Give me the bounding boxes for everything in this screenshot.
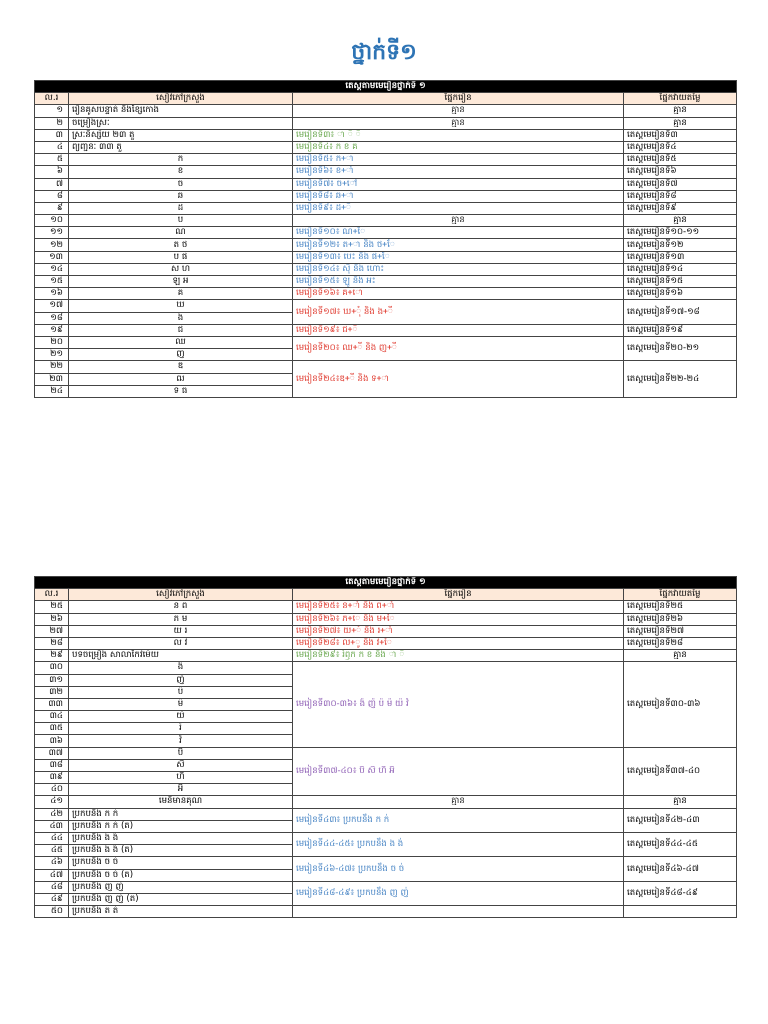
lesson-cell: មេរៀនទី១២៖ ត+ា និង ថ+ែ — [293, 239, 624, 251]
lesson-cell: មេរៀនទី១៦៖ គ+ោ — [293, 288, 624, 300]
row-number: ៦ — [35, 166, 69, 178]
book-cell: ឡ អ — [69, 276, 293, 288]
book-cell: ប្រកបនឹង ង ង់ (ត) — [69, 845, 293, 857]
table-row — [35, 129, 737, 141]
book-cell: ហ៊ — [69, 772, 293, 784]
lesson-cell: មេរៀនទី៩៖ ដ+ី — [293, 202, 624, 214]
table-row — [35, 613, 737, 625]
evaluation-cell: តេស្តមេរៀនទី៧ — [624, 178, 737, 190]
book-cell: ង៉ — [69, 662, 293, 674]
row-number: ៣៤ — [35, 711, 69, 723]
book-cell: រ៉ — [69, 723, 293, 735]
book-cell: ក — [69, 154, 293, 166]
row-number: ២៤ — [35, 385, 69, 397]
row-number: ១៤ — [35, 263, 69, 275]
table-row — [35, 300, 737, 312]
lesson-cell: មេរៀនទី២០៖ ឈ+ី និង ញ+ី — [293, 336, 624, 360]
lesson-cell: មេរៀនទី១៤៖ ស៊ី និង ហោះ — [293, 263, 624, 275]
lesson-cell: មេរៀនទី៤៖ ក ខ គ — [293, 141, 624, 153]
book-cell: ខ — [69, 166, 293, 178]
table-row — [35, 662, 737, 674]
row-number: ១៩ — [35, 324, 69, 336]
book-cell: ប្រកបនឹង ង ង់ — [69, 832, 293, 844]
evaluation-cell: គ្មាន — [624, 650, 737, 662]
book-cell: ទ ធ — [69, 385, 293, 397]
table-heading: តេស្តតាមមេរៀនថ្នាក់ទី ១ — [35, 577, 737, 589]
row-number: ៩ — [35, 202, 69, 214]
row-number: ៧ — [35, 178, 69, 190]
book-cell: ញ — [69, 349, 293, 361]
col-header-no: ល.រ — [35, 93, 69, 105]
lesson-cell: គ្មាន — [293, 215, 624, 227]
book-cell: ឃ — [69, 300, 293, 312]
evaluation-cell: តេស្តមេរៀនទី៤៤-៤៥ — [624, 832, 737, 856]
lesson-table-1 — [34, 80, 737, 398]
evaluation-cell: តេស្តមេរៀនទី៣០-៣៦ — [624, 662, 737, 747]
lesson-cell: មេរៀនទី២៨៖ ល+ូ និង វ+ៃ — [293, 637, 624, 649]
row-number: ២ — [35, 117, 69, 129]
row-number: ៣០ — [35, 662, 69, 674]
row-number: ២៧ — [35, 625, 69, 637]
book-cell: ប្រកបនឹង ញ ញ់ (ត) — [69, 893, 293, 905]
col-header-eval: ផ្នែកវាយតម្លៃ — [624, 589, 737, 601]
evaluation-cell: តេស្តមេរៀនទី៣ — [624, 129, 737, 141]
table-row — [35, 857, 737, 869]
row-number: ៣ — [35, 129, 69, 141]
book-cell: បទចម្រៀង សាលាកែវម៉េយ — [69, 650, 293, 662]
lesson-cell: មេរៀនទី៤៣៖ ប្រកបនឹង ក ក់ — [293, 808, 624, 832]
evaluation-cell: តេស្តមេរៀនទី៩ — [624, 202, 737, 214]
evaluation-cell: តេស្តមេរៀនទី១៦ — [624, 288, 737, 300]
lesson-cell: មេរៀនទី១៣៖ បេះ និង ផ+ែ — [293, 251, 624, 263]
lesson-cell: មេរៀនទី១៩៖ ជ+ី — [293, 324, 624, 336]
lesson-cell: មេរៀនទី២៧៖ យ+ំ និង រ+ាំ — [293, 625, 624, 637]
book-cell: ន ព — [69, 601, 293, 613]
book-cell: វ៉ — [69, 735, 293, 747]
lesson-cell: មេរៀនទី៨៖ ឆ+ា — [293, 190, 624, 202]
table-row — [35, 251, 737, 263]
table-row — [35, 215, 737, 227]
row-number: ២៦ — [35, 613, 69, 625]
col-header-learn: ផ្នែករៀន — [293, 589, 624, 601]
book-cell: ចម្រៀងស្រៈ — [69, 117, 293, 129]
lesson-cell: គ្មាន — [293, 117, 624, 129]
evaluation-cell: តេស្តមេរៀនទី៥ — [624, 154, 737, 166]
table-row — [35, 832, 737, 844]
table-row — [35, 166, 737, 178]
row-number: ១៧ — [35, 300, 69, 312]
table-row — [35, 227, 737, 239]
evaluation-cell: តេស្តមេរៀនទី២០-២១ — [624, 336, 737, 360]
row-number: ៤៩ — [35, 893, 69, 905]
table-row — [35, 747, 737, 759]
book-cell: ជ — [69, 324, 293, 336]
lesson-cell: គ្មាន — [293, 105, 624, 117]
book-cell: ភ ម — [69, 613, 293, 625]
row-number: ៤៣ — [35, 820, 69, 832]
lesson-cell: មេរៀនទី៣៧-៤០៖ ប៊ ស៊ ហ៊ អ៊ — [293, 747, 624, 796]
lesson-cell: មេរៀនទី១៧៖ ឃ+ុំ និង ង+ី — [293, 300, 624, 324]
lesson-cell: មេរៀនទី២៥៖ ន+ាំ និង ព+ាំ — [293, 601, 624, 613]
book-cell: ប្រកបនឹង ញ ញ់ — [69, 881, 293, 893]
table-row — [35, 178, 737, 190]
book-cell: ប៉ — [69, 686, 293, 698]
row-number: ១ — [35, 105, 69, 117]
evaluation-cell: គ្មាន — [624, 796, 737, 808]
table-row — [35, 239, 737, 251]
table-heading: តេស្តតាមមេរៀនថ្នាក់ទី ១ — [35, 81, 737, 93]
table-row — [35, 117, 737, 129]
row-number: ៣៥ — [35, 723, 69, 735]
lesson-cell: មេរៀនទី៤៨-៤៩៖ ប្រកបនឹង ញ ញ់ — [293, 881, 624, 905]
lesson-cell: មេរៀនទី២៩៖ រំឭក ក ខ និង ា ី — [293, 650, 624, 662]
table-row — [35, 650, 737, 662]
table-row — [35, 276, 737, 288]
evaluation-cell: គ្មាន — [624, 105, 737, 117]
lesson-cell: មេរៀនទី៤៦-៤៧៖ ប្រកបនឹង ច ច់ — [293, 857, 624, 881]
book-cell: ស្រៈនិស្ស័យ ២៣ តួ — [69, 129, 293, 141]
book-cell: យ៉ — [69, 711, 293, 723]
row-number: ៣៩ — [35, 772, 69, 784]
column-header-row — [35, 93, 737, 105]
evaluation-cell: តេស្តមេរៀនទី១៩ — [624, 324, 737, 336]
row-number: ៣២ — [35, 686, 69, 698]
book-cell: ប — [69, 215, 293, 227]
lesson-table-2 — [34, 576, 737, 918]
table-row — [35, 105, 737, 117]
table-row — [35, 796, 737, 808]
evaluation-cell: តេស្តមេរៀនទី២៨ — [624, 637, 737, 649]
evaluation-cell: តេស្តមេរៀនទី៤២-៤៣ — [624, 808, 737, 832]
row-number: ២៥ — [35, 601, 69, 613]
book-cell: ប៊ — [69, 747, 293, 759]
lesson-cell: មេរៀនទី៣០-៣៦៖ ង៉ ញ៉ ប៉ ម៉ យ៉ វ៉ — [293, 662, 624, 747]
table-row — [35, 637, 737, 649]
table-row — [35, 361, 737, 373]
table-row — [35, 808, 737, 820]
row-number: ២១ — [35, 349, 69, 361]
evaluation-cell: គ្មាន — [624, 117, 737, 129]
evaluation-cell: តេស្តមេរៀនទី៤ — [624, 141, 737, 153]
book-cell: ប្រកបនឹង ច ច់ — [69, 857, 293, 869]
evaluation-cell: តេស្តមេរៀនទី២៦ — [624, 613, 737, 625]
table-row — [35, 263, 737, 275]
table-heading-row — [35, 577, 737, 589]
table-row — [35, 906, 737, 918]
book-cell: ប្រកបនឹង ក ក់ — [69, 808, 293, 820]
col-header-no: ល.រ — [35, 589, 69, 601]
evaluation-cell: តេស្តមេរៀនទី៦ — [624, 166, 737, 178]
row-number: ៣៣ — [35, 698, 69, 710]
row-number: ៤១ — [35, 796, 69, 808]
evaluation-cell: តេស្តមេរៀនទី១៣ — [624, 251, 737, 263]
table-row — [35, 324, 737, 336]
row-number: ២៩ — [35, 650, 69, 662]
book-cell: ឌ — [69, 361, 293, 373]
book-cell: ស ហ — [69, 263, 293, 275]
book-cell: ឆ — [69, 190, 293, 202]
evaluation-cell — [624, 906, 737, 918]
book-cell: ប្រកបនឹង ច ច់ (ត) — [69, 869, 293, 881]
book-cell: ញ៉ — [69, 674, 293, 686]
row-number: ៤៧ — [35, 869, 69, 881]
book-cell: គ — [69, 288, 293, 300]
table-row — [35, 601, 737, 613]
row-number: ៤៥ — [35, 845, 69, 857]
lesson-cell: មេរៀនទី២៤៖ឌ+ី និង ទ+ា — [293, 361, 624, 398]
lesson-cell: មេរៀនទី៧៖ ច+ៅ — [293, 178, 624, 190]
book-cell: ប្រកបនឹង ក ក់ (ត) — [69, 820, 293, 832]
evaluation-cell: គ្មាន — [624, 215, 737, 227]
book-cell: ត ថ — [69, 239, 293, 251]
lesson-cell: មេរៀនទី៥៖ ក+ា — [293, 154, 624, 166]
book-cell: ណ — [69, 227, 293, 239]
evaluation-cell: តេស្តមេរៀនទី៨ — [624, 190, 737, 202]
evaluation-cell: តេស្តមេរៀនទី១៧-១៨ — [624, 300, 737, 324]
evaluation-cell: តេស្តមេរៀនទី១០-១១ — [624, 227, 737, 239]
book-cell: ឍ — [69, 373, 293, 385]
row-number: ១០ — [35, 215, 69, 227]
row-number: ៥ — [35, 154, 69, 166]
book-cell: យ រ — [69, 625, 293, 637]
row-number: ២៨ — [35, 637, 69, 649]
book-cell: ម៉ — [69, 698, 293, 710]
row-number: ៣៦ — [35, 735, 69, 747]
row-number: ១៦ — [35, 288, 69, 300]
book-cell: ប្រកបនឹង ត ត់ — [69, 906, 293, 918]
row-number: ៣៧ — [35, 747, 69, 759]
evaluation-cell: តេស្តមេរៀនទី១២ — [624, 239, 737, 251]
evaluation-cell: តេស្តមេរៀនទី៤៨-៤៩ — [624, 881, 737, 905]
evaluation-cell: តេស្តមេរៀនទី២៧ — [624, 625, 737, 637]
row-number: ៤៦ — [35, 857, 69, 869]
book-cell: ប ផ — [69, 251, 293, 263]
row-number: ៤ — [35, 141, 69, 153]
table-row — [35, 288, 737, 300]
col-header-eval: ផ្នែកវាយតម្លៃ — [624, 93, 737, 105]
table-row — [35, 625, 737, 637]
table-row — [35, 154, 737, 166]
book-cell: រៀនគូសបន្ទាត់ និងខ្សែកោង — [69, 105, 293, 117]
row-number: ៤២ — [35, 808, 69, 820]
book-cell: ល វ — [69, 637, 293, 649]
lesson-cell: មេរៀនទី១៥៖ ឡូ និង អះ — [293, 276, 624, 288]
page-title: ថ្នាក់ទី១ — [351, 40, 417, 65]
col-header-book: សៀវភៅក្រសួង — [69, 93, 293, 105]
table-row — [35, 202, 737, 214]
book-cell: ព្យញ្ជនៈ ៣៣ តួ — [69, 141, 293, 153]
table-heading-row — [35, 81, 737, 93]
evaluation-cell: តេស្តមេរៀនទី៣៧-៤០ — [624, 747, 737, 796]
evaluation-cell: តេស្តមេរៀនទី១៥ — [624, 276, 737, 288]
col-header-learn: ផ្នែករៀន — [293, 93, 624, 105]
table-row — [35, 190, 737, 202]
evaluation-cell: តេស្តមេរៀនទី១៤ — [624, 263, 737, 275]
row-number: ៤០ — [35, 784, 69, 796]
row-number: ២៣ — [35, 373, 69, 385]
evaluation-cell: តេស្តមេរៀនទី៤៦-៤៧ — [624, 857, 737, 881]
table-row — [35, 336, 737, 348]
row-number: ៥០ — [35, 906, 69, 918]
evaluation-cell: តេស្តមេរៀនទី២២-២៤ — [624, 361, 737, 398]
row-number: ១១ — [35, 227, 69, 239]
row-number: ៤៤ — [35, 832, 69, 844]
lesson-cell: មេរៀនទី១០៖ ណ+ែ — [293, 227, 624, 239]
book-cell: មេនីមានគុណ — [69, 796, 293, 808]
lesson-cell: មេរៀនទី២៦៖ ភ+េ និង ម+ៃ — [293, 613, 624, 625]
row-number: ២០ — [35, 336, 69, 348]
book-cell: ឈ — [69, 336, 293, 348]
row-number: ១៥ — [35, 276, 69, 288]
book-cell: អ៊ — [69, 784, 293, 796]
lesson-cell: គ្មាន — [293, 796, 624, 808]
row-number: ៤៨ — [35, 881, 69, 893]
lesson-cell: មេរៀនទី៣៖ ា ិ ី — [293, 129, 624, 141]
row-number: ៨ — [35, 190, 69, 202]
col-header-book: សៀវភៅក្រសួង — [69, 589, 293, 601]
table-row — [35, 141, 737, 153]
evaluation-cell: តេស្តមេរៀនទី២៥ — [624, 601, 737, 613]
lesson-cell: មេរៀនទី៦៖ ខ+ាំ — [293, 166, 624, 178]
row-number: ៣៨ — [35, 759, 69, 771]
row-number: ១៨ — [35, 312, 69, 324]
book-cell: ស៊ — [69, 759, 293, 771]
row-number: ២២ — [35, 361, 69, 373]
book-cell: ច — [69, 178, 293, 190]
row-number: ៣១ — [35, 674, 69, 686]
table-row — [35, 881, 737, 893]
lesson-cell: មេរៀនទី៤៤-៤៥៖ ប្រកបនឹង ង ង់ — [293, 832, 624, 856]
book-cell: ង — [69, 312, 293, 324]
row-number: ១២ — [35, 239, 69, 251]
lesson-cell — [293, 906, 624, 918]
book-cell: ដ — [69, 202, 293, 214]
row-number: ១៣ — [35, 251, 69, 263]
column-header-row — [35, 589, 737, 601]
